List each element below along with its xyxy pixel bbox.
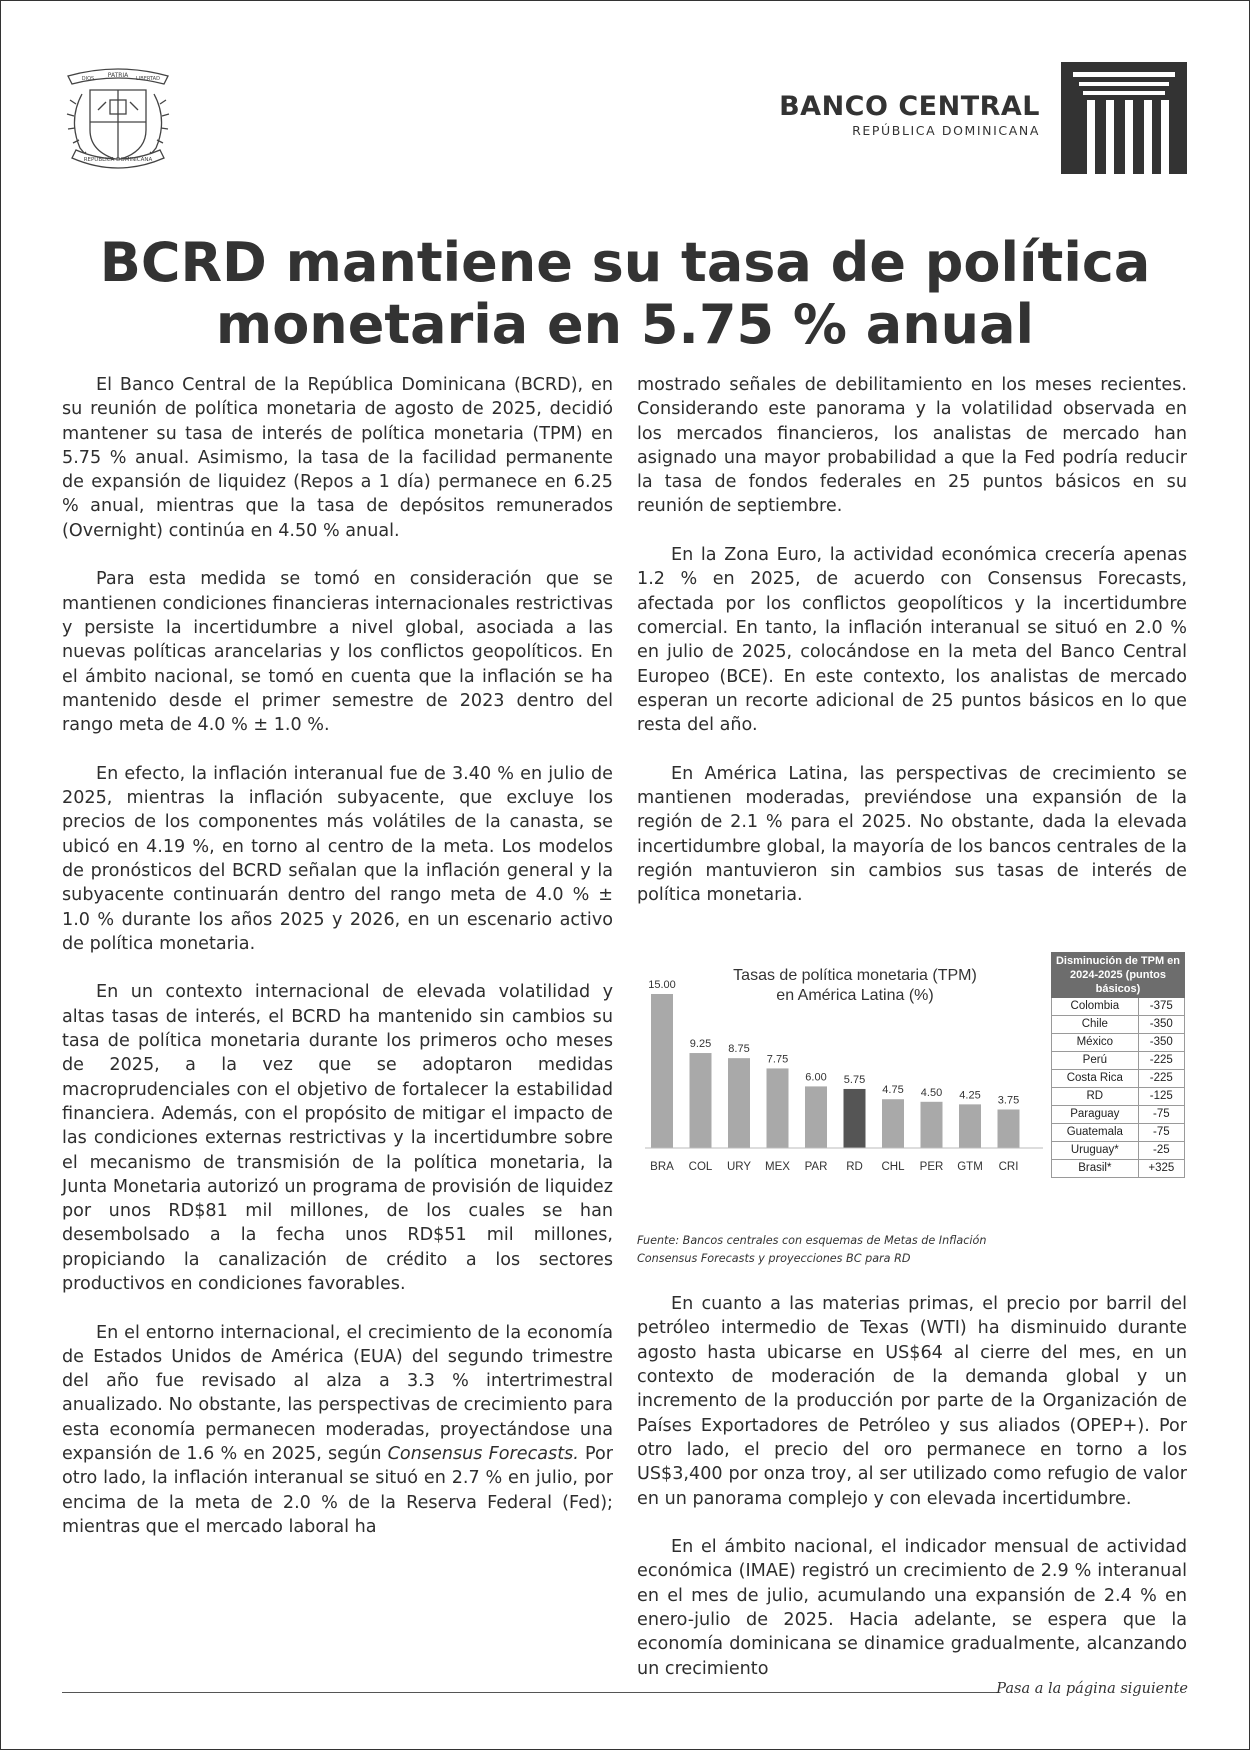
table-row xyxy=(1052,1105,1185,1123)
table-row xyxy=(1052,1123,1185,1141)
bar-mex xyxy=(767,1068,789,1148)
chart-source-line: Fuente: Bancos centrales con esquemas de Metas de Inflación xyxy=(637,1233,987,1247)
country-cell: Costa Rica xyxy=(1052,1069,1139,1087)
bar-value-label: 4.25 xyxy=(959,1089,981,1102)
seal-motto-right: LIBERTAD xyxy=(136,76,160,82)
tpm-bar-chart xyxy=(637,932,1047,1222)
bar-cri xyxy=(998,1109,1020,1148)
country-cell: Perú xyxy=(1052,1051,1139,1069)
bar-gtm xyxy=(959,1104,981,1148)
bar-col xyxy=(690,1053,712,1148)
bar-value-label: 7.75 xyxy=(766,1053,789,1066)
seal-motto-left: DIOS xyxy=(81,76,95,82)
table-row xyxy=(1052,1069,1185,1087)
country-cell: Guatemala xyxy=(1052,1123,1139,1141)
table-header: Disminución de TPM en 2024-2025 (puntos básicos) xyxy=(1052,952,1185,997)
seal-ribbon: REPÚBLICA DOMINICANA xyxy=(83,157,153,163)
table-row xyxy=(1052,1087,1185,1105)
bar-value-label: 6.00 xyxy=(805,1071,827,1084)
category-label: RD xyxy=(846,1160,863,1173)
country-cell: RD xyxy=(1052,1087,1139,1105)
bar-value-label: 4.50 xyxy=(920,1086,943,1099)
table-row xyxy=(1052,1051,1185,1069)
bar-chl xyxy=(882,1099,904,1148)
chart-source-line: Consensus Forecasts y proyecciones BC para RD xyxy=(637,1251,911,1265)
bar-value-label: 8.75 xyxy=(728,1042,750,1055)
paragraph: En la Zona Euro, la actividad económica crecería apenas 1.2 % en 2025, de acuerdo con Consensus Forecasts, afectada por los conflictos geopolíticos y la incertidumbre comercial. En tanto, la inflación interanual se situó en 2.0 % en julio de 2025, colocándose en la meta del Banco Central Europeo (BCE). En este contexto, los analistas de mercado esperan un recorte adicional de 25 puntos básicos en lo que resta del año. xyxy=(637,545,1187,736)
title-line-1: BCRD mantiene su tasa de política xyxy=(99,231,1151,294)
coat-of-arms-icon xyxy=(62,60,174,174)
category-label: GTM xyxy=(957,1160,983,1173)
value-cell: -350 xyxy=(1138,1015,1184,1033)
paragraph: El Banco Central de la República Dominicana (BCRD), en su reunión de política monetaria de agosto de 2025, decidió mantener su tasa de interés de política monetaria (TPM) en 5.75 % anual. Asimismo, la tasa de la facilidad permanente de expansión de liquidez (Repos a 1 día) permanece en 6.25 % anual, mientras que la tasa de depósitos remunerados (Overnight) continúa en 4.50 % anual. xyxy=(62,375,613,541)
tpm-reduction-table xyxy=(1051,952,1185,1178)
category-label: MEX xyxy=(765,1160,790,1173)
paragraph-text: En el entorno internacional, el crecimiento de la economía de Estados Unidos de América (EUA) del segundo trimestre del año fue revisado al alza a 3.3 % intertrimestral anualizado. No obstante, las perspectivas de crecimiento para esta economía permanecen moderadas, proyectándose una expansión de 1.6 % en 2025, según xyxy=(62,1322,613,1465)
paragraph: En efecto, la inflación interanual fue de 3.40 % en julio de 2025, mientras la inflación subyacente, que excluye los precios de los componentes más volátiles de la canasta, se ubicó en 4.19 %, en torno al centro de la meta. Los modelos de pronósticos del BCRD señalan que la inflación general y la subyacente continuarán dentro del rango meta de 4.0 % ± 1.0 % durante los años 2025 y 2026, en un escenario activo de política monetaria. xyxy=(62,763,613,954)
country-cell: Uruguay* xyxy=(1052,1141,1139,1159)
table-row xyxy=(1052,1033,1185,1051)
category-label: PAR xyxy=(804,1160,828,1173)
table-row xyxy=(1052,1015,1185,1033)
chart-source xyxy=(637,1232,1187,1268)
value-cell: -350 xyxy=(1138,1033,1184,1051)
table-row xyxy=(1052,997,1185,1015)
country-cell: México xyxy=(1052,1033,1139,1051)
paragraph: mostrado señales de debilitamiento en los meses recientes. Considerando este panorama y la volatilidad observada en los mercados financieros, los analistas de mercado han asignado una mayor probabilidad a que la Fed podría reducir la tasa de fondos federales en 25 puntos básicos en su reunión de septiembre. xyxy=(637,375,1187,517)
bar-value-label: 3.75 xyxy=(997,1094,1020,1107)
paragraph: Para esta medida se tomó en consideración que se mantienen condiciones financieras internacionales restrictivas y persiste la incertidumbre a nivel global, asociada a las nuevas políticas arancelarias y los conflictos geopolíticos. En el ámbito nacional, se tomó en cuenta que la inflación se ha mantenido desde el primer semestre de 2023 dentro del rango meta de 4.0 % ± 1.0 %. xyxy=(62,569,613,736)
country-cell: Paraguay xyxy=(1052,1105,1139,1123)
paragraph-text: Por otro lado, la inflación interanual se situó en 2.7 % en julio, por encima de la meta de 2.0 % de la Reserva Federal (Fed); mientras que el mercado laboral ha xyxy=(62,1444,614,1537)
next-page-note: Pasa a la página siguiente xyxy=(996,1681,1188,1697)
bar-ury xyxy=(728,1058,750,1148)
table-row xyxy=(1052,1141,1185,1159)
chart-title: Tasas de política monetaria (TPM) xyxy=(733,966,977,984)
chart-subtitle: en América Latina (%) xyxy=(776,986,934,1004)
column-building-icon xyxy=(1061,62,1187,174)
bank-subtitle: REPÚBLICA DOMINICANA xyxy=(852,123,1040,138)
value-cell: -225 xyxy=(1138,1069,1184,1087)
paragraph: En América Latina, las perspectivas de crecimiento se mantienen moderadas, previéndose una expansión de la región de 2.1 % para el 2025. No obstante, dada la elevada incertidumbre global, la mayoría de los bancos centrales de la región mantuvieron sin cambios sus tasas de interés de política monetaria. xyxy=(637,763,1187,906)
bar-value-label: 4.75 xyxy=(882,1084,904,1097)
title-line-2: monetaria en 5.75 % anual xyxy=(215,293,1035,356)
value-cell: -75 xyxy=(1138,1105,1184,1123)
category-label: COL xyxy=(688,1160,713,1173)
value-cell: -75 xyxy=(1138,1123,1184,1141)
category-label: PER xyxy=(919,1160,944,1173)
category-label: URY xyxy=(726,1160,752,1173)
bar-per xyxy=(921,1102,943,1148)
value-cell: -375 xyxy=(1138,997,1184,1015)
country-cell: Chile xyxy=(1052,1015,1139,1033)
emphasis-text: Consensus Forecasts. xyxy=(387,1444,579,1465)
table-row xyxy=(1052,1159,1185,1177)
bar-value-label: 15.00 xyxy=(648,978,676,991)
tpm-chart-figure xyxy=(637,932,1187,1222)
value-cell: -25 xyxy=(1138,1141,1184,1159)
bar-value-label: 9.25 xyxy=(689,1037,712,1050)
bar-par xyxy=(805,1086,827,1148)
category-label: BRA xyxy=(650,1160,674,1173)
category-label: CHL xyxy=(881,1160,905,1173)
bar-bra xyxy=(651,994,673,1148)
country-cell: Brasil* xyxy=(1052,1159,1139,1177)
country-cell: Colombia xyxy=(1052,997,1139,1015)
paragraph: En cuanto a las materias primas, el precio por barril del petróleo intermedio de Texas (WTI) ha disminuido durante agosto hasta ubicarse en US$64 al cierre del mes, en un contexto de moderación de la demanda global y un incremento de la producción por parte de la Organización de Países Exportadores de Petróleo y sus aliados (OPEP+). Por otro lado, el precio del oro permanece en torno a los US$3,400 por onza troy, al ser utilizado como refugio de valor en un panorama complejo y con elevada incertidumbre. xyxy=(637,1294,1187,1509)
value-cell: +325 xyxy=(1138,1159,1184,1177)
value-cell: -125 xyxy=(1138,1087,1184,1105)
right-column xyxy=(637,373,1187,1681)
page-title xyxy=(40,232,1210,356)
paragraph: En el ámbito nacional, el indicador mensual de actividad económica (IMAE) registró un crecimiento de 2.9 % interanual en el mes de julio, acumulando una expansión de 2.4 % en enero-julio de 2025. Hacia adelante, se espera que la economía dominicana se dinamice gradualmente, alcanzando un crecimiento xyxy=(637,1537,1187,1679)
bar-value-label: 5.75 xyxy=(843,1073,866,1086)
paragraph: En un contexto internacional de elevada volatilidad y altas tasas de interés, el BCRD ha mantenido sin cambios su tasa de política monetaria durante los primeros ocho meses de 2025, a la vez que se adoptaron medidas macroprudenciales con el objetivo de fortalecer la estabilidad financiera. Además, con el propósito de mitigar el impacto de las condiciones externas restrictivas y la incertidumbre sobre el mecanismo de transmisión de la política monetaria, la Junta Monetaria autorizó un programa de provisión de liquidez por unos RD$81 mil millones, de los cuales se han desembolsado a la fecha unos RD$51 mil millones, propiciando la canalización de crédito a los sectores productivos en condiciones favorables. xyxy=(62,982,613,1294)
paragraph xyxy=(62,1321,613,1540)
left-column xyxy=(62,373,613,1539)
seal-motto: PATRIA xyxy=(107,72,129,79)
bar-rd xyxy=(844,1089,866,1148)
footer-rule xyxy=(62,1692,998,1693)
bank-name: BANCO CENTRAL xyxy=(779,91,1040,122)
value-cell: -225 xyxy=(1138,1051,1184,1069)
bank-name-block xyxy=(779,92,1040,140)
category-label: CRI xyxy=(998,1160,1019,1173)
